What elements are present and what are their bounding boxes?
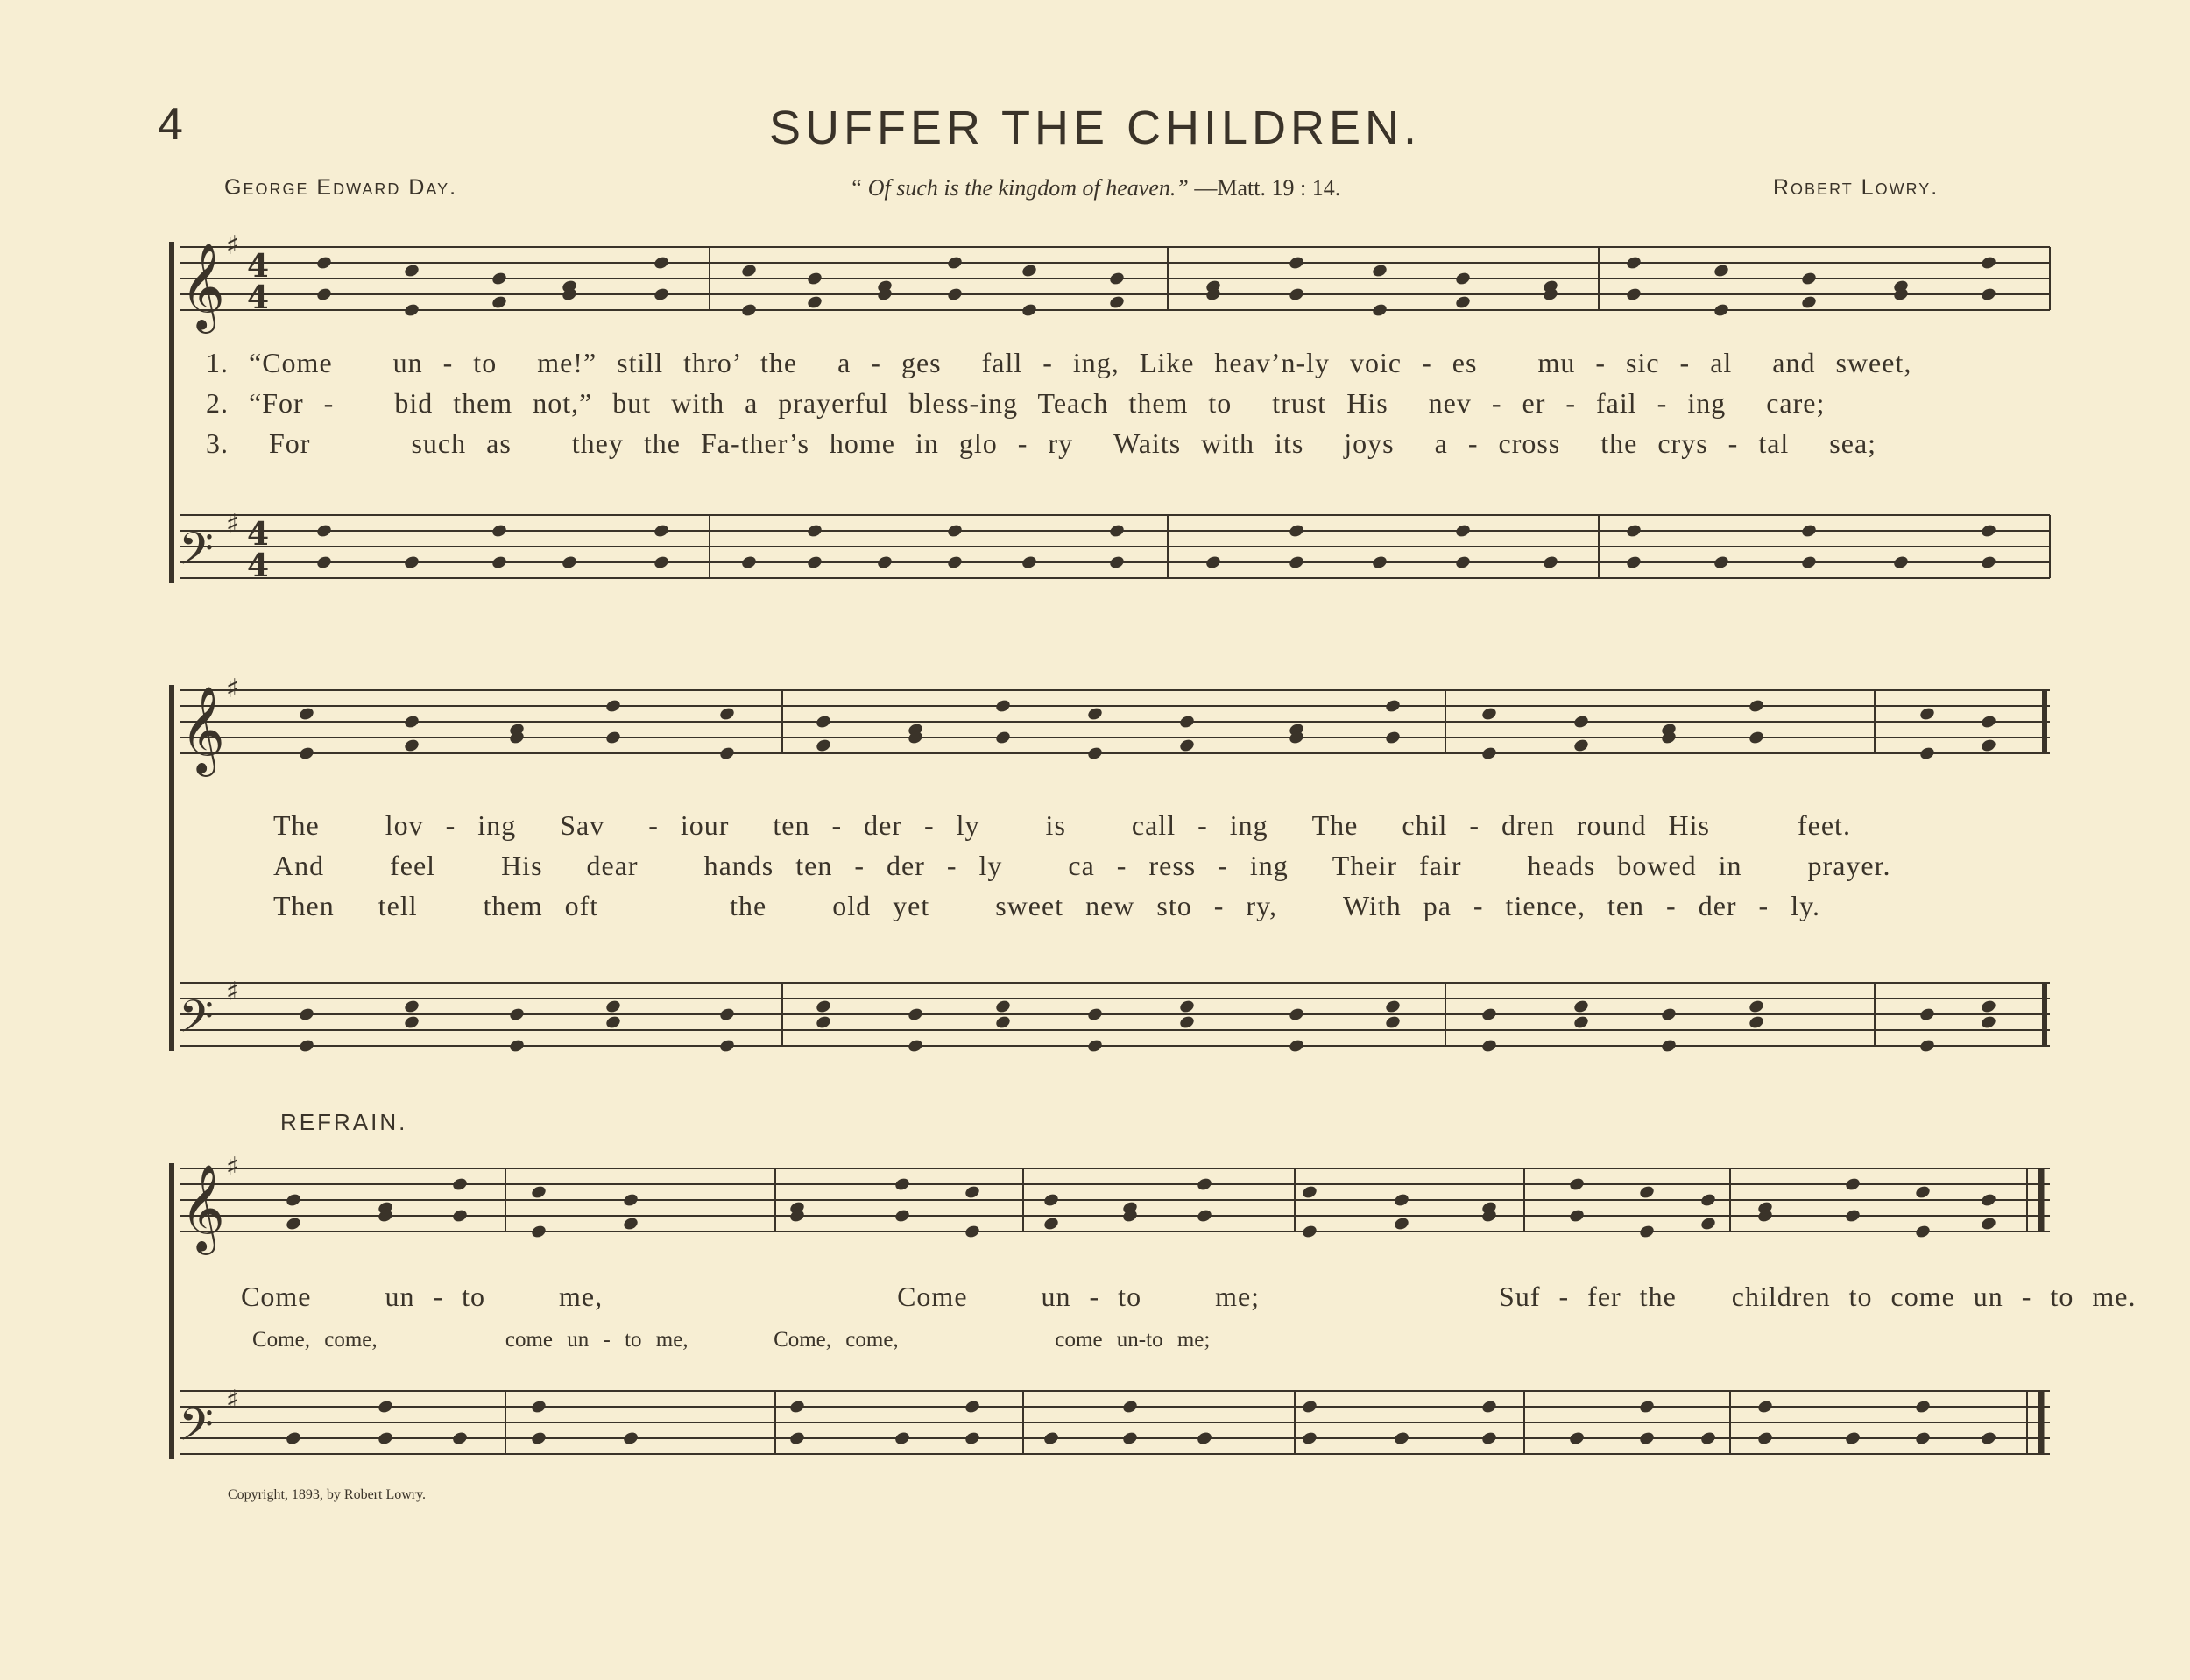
note-head bbox=[530, 1430, 548, 1446]
note-head bbox=[1638, 1184, 1656, 1200]
time-signature: 4 bbox=[247, 516, 270, 553]
note-head bbox=[1384, 730, 1402, 745]
composer-credit: Robert Lowry. bbox=[1773, 175, 1939, 200]
note-head bbox=[1800, 554, 1818, 570]
note-head bbox=[315, 255, 333, 271]
note-head bbox=[1918, 1038, 1936, 1054]
note-head bbox=[1021, 302, 1038, 318]
note-head bbox=[1178, 1014, 1196, 1030]
note-head bbox=[1178, 999, 1196, 1014]
note-head bbox=[1288, 1006, 1305, 1022]
note-head bbox=[377, 1399, 394, 1415]
sharp-icon: ♯ bbox=[226, 1152, 239, 1182]
note-head bbox=[1454, 294, 1472, 310]
note-head bbox=[1301, 1430, 1318, 1446]
note-head bbox=[1713, 554, 1730, 570]
note-head bbox=[403, 302, 420, 318]
note-head bbox=[1393, 1192, 1410, 1208]
note-head bbox=[946, 554, 964, 570]
note-head bbox=[1371, 263, 1388, 279]
note-head bbox=[1108, 554, 1126, 570]
note-head bbox=[718, 1006, 736, 1022]
note-head bbox=[1844, 1176, 1862, 1192]
note-head bbox=[1625, 286, 1642, 302]
lyrics-system2-verse3: Then tell them oft the old yet sweet new sto - ry, With pa - tience, ten - der - ly. bbox=[273, 890, 1821, 921]
note-head bbox=[1568, 1430, 1586, 1446]
note-head bbox=[508, 1006, 526, 1022]
note-head bbox=[894, 1176, 911, 1192]
note-head bbox=[298, 1006, 315, 1022]
note-head bbox=[946, 255, 964, 271]
note-head bbox=[1178, 714, 1196, 730]
note-head bbox=[285, 1192, 302, 1208]
staff-system3-treble bbox=[180, 1168, 2050, 1232]
note-head bbox=[561, 554, 578, 570]
note-head bbox=[377, 1430, 394, 1446]
note-head bbox=[740, 263, 758, 279]
note-head bbox=[604, 730, 622, 745]
note-head bbox=[1918, 1006, 1936, 1022]
note-head bbox=[1713, 263, 1730, 279]
note-head bbox=[1021, 263, 1038, 279]
lyrics-refrain-bass: Come, come, come un - to me, Come, come, come un-to me; bbox=[252, 1328, 1211, 1352]
refrain-label: REFRAIN. bbox=[280, 1109, 408, 1135]
note-head bbox=[1454, 554, 1472, 570]
note-head bbox=[622, 1216, 639, 1232]
staff-system1-bass bbox=[180, 515, 2050, 578]
note-head bbox=[815, 714, 832, 730]
note-head bbox=[1918, 745, 1936, 761]
note-head bbox=[946, 523, 964, 539]
note-head bbox=[285, 1216, 302, 1232]
note-head bbox=[876, 554, 894, 570]
note-head bbox=[403, 714, 420, 730]
note-head bbox=[1572, 738, 1590, 753]
note-head bbox=[1980, 1192, 1997, 1208]
note-head bbox=[403, 999, 420, 1014]
sharp-icon: ♯ bbox=[226, 977, 239, 1007]
note-head bbox=[994, 730, 1012, 745]
note-head bbox=[1086, 1006, 1104, 1022]
note-head bbox=[815, 999, 832, 1014]
note-head bbox=[788, 1430, 806, 1446]
note-head bbox=[1042, 1216, 1060, 1232]
lyrics-system1-verse2: 2. “For - bid them not,” but with a prayerful bless-ing Teach them to trust His nev - er - fail - ing care; bbox=[206, 387, 1826, 419]
note-head bbox=[946, 286, 964, 302]
note-head bbox=[894, 1430, 911, 1446]
page-number: 4 bbox=[158, 99, 183, 150]
epigraph-reference: —Matt. 19 : 14. bbox=[1194, 175, 1341, 201]
note-head bbox=[718, 745, 736, 761]
note-head bbox=[315, 523, 333, 539]
hymn-title: SUFFER THE CHILDREN. bbox=[768, 102, 1422, 154]
note-head bbox=[1638, 1399, 1656, 1415]
note-head bbox=[451, 1176, 469, 1192]
note-head bbox=[653, 255, 670, 271]
note-head bbox=[964, 1184, 981, 1200]
note-head bbox=[1748, 1014, 1765, 1030]
note-head bbox=[298, 745, 315, 761]
note-head bbox=[806, 554, 823, 570]
note-head bbox=[1914, 1184, 1932, 1200]
note-head bbox=[1288, 255, 1305, 271]
epigraph-text: “ Of such is the kingdom of heaven.” bbox=[849, 175, 1189, 201]
note-head bbox=[315, 554, 333, 570]
note-head bbox=[1980, 286, 1997, 302]
note-head bbox=[994, 999, 1012, 1014]
note-head bbox=[1480, 1399, 1498, 1415]
lyricist-credit: George Edward Day. bbox=[224, 175, 458, 200]
note-head bbox=[403, 1014, 420, 1030]
note-head bbox=[1196, 1430, 1213, 1446]
note-head bbox=[298, 706, 315, 722]
note-head bbox=[1713, 302, 1730, 318]
note-head bbox=[1480, 706, 1498, 722]
note-head bbox=[1480, 745, 1498, 761]
note-head bbox=[1542, 554, 1559, 570]
note-head bbox=[1480, 1006, 1498, 1022]
time-signature: 4 bbox=[247, 547, 270, 584]
note-head bbox=[1042, 1192, 1060, 1208]
note-head bbox=[1196, 1208, 1213, 1224]
note-head bbox=[1086, 1038, 1104, 1054]
note-head bbox=[1844, 1208, 1862, 1224]
note-head bbox=[1086, 745, 1104, 761]
note-head bbox=[285, 1430, 302, 1446]
note-head bbox=[1914, 1430, 1932, 1446]
note-head bbox=[1572, 714, 1590, 730]
note-head bbox=[491, 294, 508, 310]
note-head bbox=[806, 294, 823, 310]
note-head bbox=[1288, 286, 1305, 302]
note-head bbox=[740, 302, 758, 318]
note-head bbox=[1121, 1399, 1139, 1415]
note-head bbox=[1756, 1399, 1774, 1415]
note-head bbox=[1625, 554, 1642, 570]
note-head bbox=[1699, 1192, 1717, 1208]
note-head bbox=[1980, 714, 1997, 730]
note-head bbox=[815, 1014, 832, 1030]
note-head bbox=[1204, 554, 1222, 570]
note-head bbox=[1756, 1430, 1774, 1446]
note-head bbox=[1288, 1038, 1305, 1054]
note-head bbox=[1108, 271, 1126, 286]
note-head bbox=[740, 554, 758, 570]
note-head bbox=[403, 554, 420, 570]
note-head bbox=[1572, 1014, 1590, 1030]
bass-clef-icon: 𝄢 bbox=[179, 522, 214, 586]
note-head bbox=[1301, 1399, 1318, 1415]
note-head bbox=[1301, 1184, 1318, 1200]
note-head bbox=[622, 1430, 639, 1446]
note-head bbox=[1660, 1038, 1678, 1054]
note-head bbox=[806, 523, 823, 539]
note-head bbox=[1108, 294, 1126, 310]
note-head bbox=[1625, 523, 1642, 539]
note-head bbox=[1108, 523, 1126, 539]
note-head bbox=[907, 1038, 924, 1054]
note-head bbox=[1393, 1430, 1410, 1446]
note-head bbox=[964, 1430, 981, 1446]
note-head bbox=[1121, 1430, 1139, 1446]
note-head bbox=[491, 271, 508, 286]
note-head bbox=[718, 1038, 736, 1054]
note-head bbox=[1638, 1224, 1656, 1239]
note-head bbox=[1393, 1216, 1410, 1232]
note-head bbox=[1042, 1430, 1060, 1446]
note-head bbox=[451, 1208, 469, 1224]
note-head bbox=[1480, 1430, 1498, 1446]
note-head bbox=[508, 1038, 526, 1054]
note-head bbox=[1288, 554, 1305, 570]
lyrics-system2-verse1: The lov - ing Sav - iour ten - der - ly is call - ing The chil - dren round His feet. bbox=[273, 809, 1851, 841]
note-head bbox=[1572, 999, 1590, 1014]
note-head bbox=[530, 1399, 548, 1415]
note-head bbox=[622, 1192, 639, 1208]
note-head bbox=[1196, 1176, 1213, 1192]
note-head bbox=[815, 738, 832, 753]
note-head bbox=[653, 286, 670, 302]
note-head bbox=[1800, 294, 1818, 310]
note-head bbox=[298, 1038, 315, 1054]
lyrics-system2-verse2: And feel His dear hands ten - der - ly ca - ress - ing Their fair heads bowed in prayer. bbox=[273, 850, 1891, 881]
note-head bbox=[403, 263, 420, 279]
note-head bbox=[1748, 698, 1765, 714]
note-head bbox=[653, 554, 670, 570]
note-head bbox=[994, 1014, 1012, 1030]
note-head bbox=[1980, 1430, 1997, 1446]
note-head bbox=[907, 1006, 924, 1022]
note-head bbox=[1454, 523, 1472, 539]
bass-clef-icon: 𝄢 bbox=[179, 990, 214, 1054]
note-head bbox=[1301, 1224, 1318, 1239]
note-head bbox=[1568, 1208, 1586, 1224]
note-head bbox=[1371, 302, 1388, 318]
note-head bbox=[1371, 554, 1388, 570]
note-head bbox=[964, 1224, 981, 1239]
note-head bbox=[1699, 1216, 1717, 1232]
staff-system2-treble bbox=[180, 690, 2050, 753]
note-head bbox=[1384, 698, 1402, 714]
note-head bbox=[604, 999, 622, 1014]
note-head bbox=[604, 1014, 622, 1030]
lyrics-refrain-treble: Come un - to me, Come un - to me; Suf - fer the children to come un - to me. bbox=[241, 1281, 2137, 1312]
note-head bbox=[1288, 523, 1305, 539]
treble-clef-icon: 𝄞 bbox=[180, 686, 225, 773]
note-head bbox=[788, 1399, 806, 1415]
note-head bbox=[1918, 706, 1936, 722]
note-head bbox=[1748, 999, 1765, 1014]
note-head bbox=[491, 554, 508, 570]
note-head bbox=[653, 523, 670, 539]
note-head bbox=[1914, 1224, 1932, 1239]
note-head bbox=[1021, 554, 1038, 570]
time-signature: 4 bbox=[247, 279, 270, 316]
note-head bbox=[1980, 255, 1997, 271]
note-head bbox=[1844, 1430, 1862, 1446]
note-head bbox=[1454, 271, 1472, 286]
note-head bbox=[1384, 1014, 1402, 1030]
note-head bbox=[994, 698, 1012, 714]
note-head bbox=[604, 698, 622, 714]
note-head bbox=[1800, 271, 1818, 286]
note-head bbox=[530, 1184, 548, 1200]
lyrics-system1-verse1: 1. “Come un - to me!” still thro’ the a - ges fall - ing, Like heav’n-ly voic - es mu - sic - al and sweet, bbox=[206, 347, 1912, 378]
note-head bbox=[1480, 1038, 1498, 1054]
note-head bbox=[1178, 738, 1196, 753]
note-head bbox=[1638, 1430, 1656, 1446]
note-head bbox=[964, 1399, 981, 1415]
lyrics-system1-verse3: 3. For such as they the Fa-ther’s home in glo - ry Waits with its joys a - cross the crys - tal sea; bbox=[206, 427, 1877, 459]
note-head bbox=[1980, 554, 1997, 570]
note-head bbox=[315, 286, 333, 302]
note-head bbox=[1892, 554, 1910, 570]
treble-clef-icon: 𝄞 bbox=[180, 243, 225, 330]
note-head bbox=[530, 1224, 548, 1239]
note-head bbox=[1800, 523, 1818, 539]
note-head bbox=[1568, 1176, 1586, 1192]
note-head bbox=[1980, 738, 1997, 753]
time-signature: 4 bbox=[247, 248, 270, 285]
sharp-icon: ♯ bbox=[226, 230, 239, 261]
staff-system3-bass bbox=[180, 1391, 2050, 1454]
note-head bbox=[451, 1430, 469, 1446]
note-head bbox=[1086, 706, 1104, 722]
note-head bbox=[1699, 1430, 1717, 1446]
staff-system2-bass bbox=[180, 983, 2050, 1046]
note-head bbox=[1980, 1014, 1997, 1030]
treble-clef-icon: 𝄞 bbox=[180, 1164, 225, 1252]
note-head bbox=[894, 1208, 911, 1224]
note-head bbox=[1660, 1006, 1678, 1022]
note-head bbox=[403, 738, 420, 753]
note-head bbox=[806, 271, 823, 286]
bass-clef-icon: 𝄢 bbox=[179, 1398, 214, 1462]
copyright-notice: Copyright, 1893, by Robert Lowry. bbox=[228, 1487, 427, 1502]
note-head bbox=[1980, 1216, 1997, 1232]
sharp-icon: ♯ bbox=[226, 509, 239, 540]
note-head bbox=[491, 523, 508, 539]
note-head bbox=[1748, 730, 1765, 745]
note-head bbox=[1980, 999, 1997, 1014]
sharp-icon: ♯ bbox=[226, 1385, 239, 1415]
note-head bbox=[1914, 1399, 1932, 1415]
note-head bbox=[718, 706, 736, 722]
note-head bbox=[1384, 999, 1402, 1014]
note-head bbox=[1980, 523, 1997, 539]
sharp-icon: ♯ bbox=[226, 674, 239, 704]
note-head bbox=[1625, 255, 1642, 271]
